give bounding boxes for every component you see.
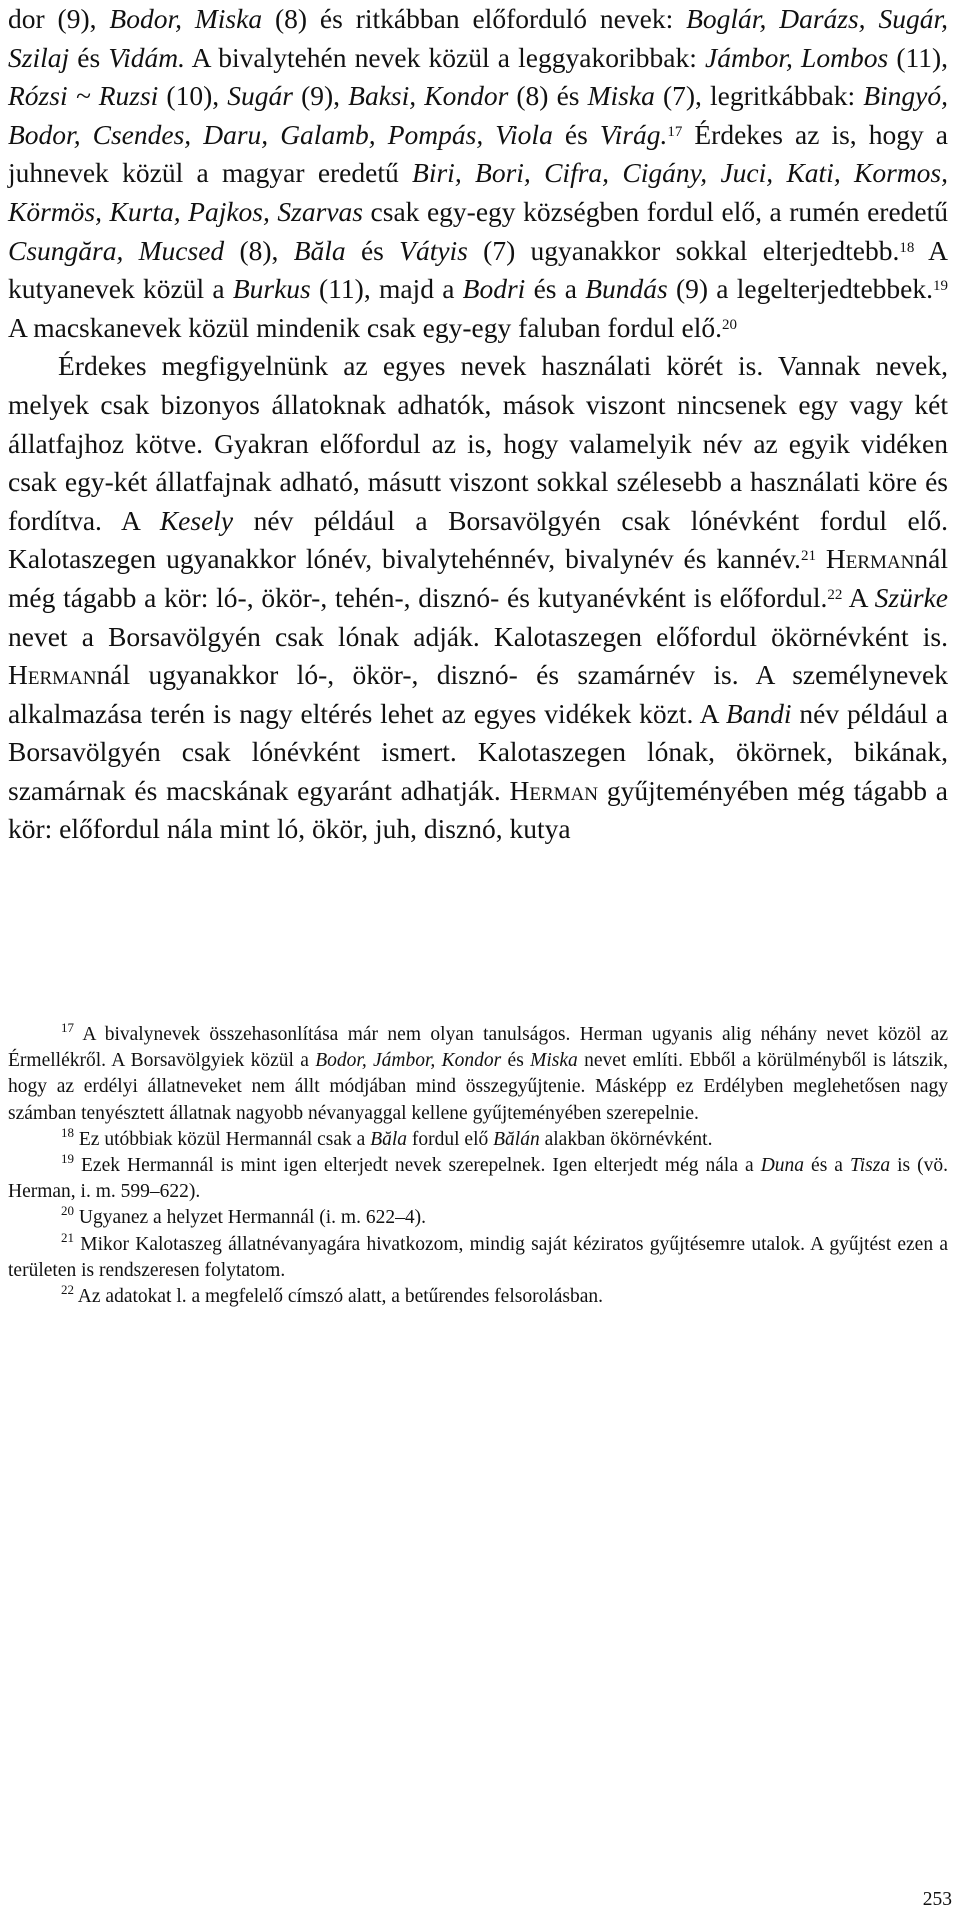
footnote-text: Ez utóbbiak közül Hermannál csak a [74,1128,371,1150]
text-run: nevet a Borsavölgyén csak lónak adják. Kalotaszegen előfordul ökörnévként is. [8,620,948,652]
text-run: Érdekes az is, hogy a juhnevek közül a magyar eredetű [8,118,948,189]
page-number: 253 [922,1889,952,1910]
text-run: Érdekes megfigyelnünk az egyes nevek használati körét is. Vannak nevek, melyek csak bizonyos állatoknak adhatók, mások viszont nincsenek egy vagy két állatfajhoz kötve. Gyakran előfordul az is, hogy valamelyik név az egyik vidéken csak egy-két állatfajnak adható, másutt viszont sokkal szélesebb a használati köre és fordítva. A [8,350,948,536]
italic-name: Duna [760,1155,805,1177]
footnote-21 [8,1229,948,1284]
italic-name: Bundás [585,273,668,305]
footnote-text: Ugyanez a helyzet Hermannál (i. m. 622–4). [74,1207,426,1229]
paragraph-2 [8,347,948,849]
text-run: (8) és ritkábban előforduló nevek: [262,3,687,34]
italic-name: Boglár, Darázs, Sugár, Szilaj [8,3,948,73]
text-run: csak egy-egy községben fordul elő, a rumén eredetű [363,195,948,227]
text-run: és [345,234,400,266]
text-run: és [552,118,600,150]
footnote-18 [8,1127,948,1153]
footnote-ref-18[interactable]: 18 [899,239,915,256]
footnote-number: 21 [61,1229,74,1245]
text-run: (8) és [508,80,588,112]
italic-name: Bălán [493,1128,540,1150]
footnote-text: Mikor Kalotaszeg állatnévanyagára hivatkozom, mindig saját kéziratos gyűjtésemre utalok. A gyűjtést ezen a területen is rendszeresen folytatom. [8,1233,948,1281]
author-name: Herman [509,774,599,806]
footnote-ref-20[interactable]: 20 [722,316,738,333]
footnote-text: A bivalynevek összehasonlítása már nem olyan tanulságos. Herman ugyanis alig néhány nevet közöl az Érmellékről. A Borsavölgyiek közül a [8,1024,948,1072]
author-name: Herman [8,659,97,691]
italic-name: Băla [293,234,346,266]
text-run: (9), [292,80,349,112]
italic-name: Băla [370,1128,408,1150]
footnote-number: 18 [61,1125,74,1141]
text-run: (7), legritkábbak: [654,80,864,112]
footnote-ref-17[interactable]: 17 [667,123,683,140]
text-run: nál még tágabb a kör: ló-, ökör-, tehén-, disznó- és kutyanévként is előfordul. [8,543,949,613]
footnote-ref-21[interactable]: 21 [800,548,816,565]
footnote-20 [8,1205,948,1231]
footnote-17 [8,1022,948,1127]
footnote-text: Az adatokat l. a megfelelő címszó alatt, a betűrendes felsorolásban. [74,1286,604,1308]
footnote-text: fordul elő [407,1128,494,1150]
text-run: (9) a legelterjedtebbek. [667,273,933,305]
footnote-text: és a [804,1155,850,1177]
footnote-text: is (vö. Herman, i. m. 599–622). [8,1155,948,1203]
text-run: dor (9), [8,3,110,34]
footnote-ref-22[interactable]: 22 [827,586,843,603]
footnote-text: Ezek Hermannál is mint igen elterjedt nevek szerepelnek. Igen elterjedt még nála a [74,1155,761,1177]
italic-name: Tisza [849,1155,891,1177]
text-run: A kutyanevek közül a [8,234,948,305]
italic-name: Bandi [725,697,792,729]
paragraph-1 [8,0,948,347]
text-run: gyűjteményében még tágabb a kör: előfordul nála mint ló, ökör, juh, disznó, kutya [8,774,948,845]
text-run: név például a Borsavölgyén csak lónévként ismert. Kalotaszegen lónak, ökörnek, bikának, szamárnak és macskának egyaránt adhatják. [8,697,948,806]
footnote-ref-19[interactable]: 19 [933,277,948,294]
italic-name: Bodor, Jámbor, Kondor [315,1050,502,1072]
italic-name: Burkus [232,273,311,305]
italic-name: Jámbor, Lombos [705,41,889,73]
italic-name: Biri, Bori, Cifra, Cigány, Juci, Kati, Kormos, Körmös, Kurta, Pajkos, Szarvas [8,157,948,227]
text-run: (11), [888,41,948,73]
italic-name: Bodor, Miska [109,3,263,34]
italic-name: Baksi, Kondor [348,80,509,112]
text-run: (10), [158,80,228,112]
italic-name: Sugár [227,80,293,112]
footnote-text: és [501,1050,531,1072]
text-run: nál ugyanakkor ló-, ökör-, disznó- és szamárnév is. A személynevek alkalmazása terén is nagy eltérés lehet az egyes vidékek közt. A [8,659,948,729]
footnote-number: 19 [61,1151,74,1167]
author-name: Herman [825,543,915,575]
footnote-text: nevet említi. Ebből a körülményből is látszik, hogy az erdélyi állatneveket nem állt módjában mind összegyűjtenie. Másképp ez Erdélyben meglehetősen nagy számban tenyésztett állatnak nagyobb névanyaggal kellene gyűjteményében szerepelnie. [8,1050,948,1124]
text-run: A bivalytehén nevek közül a leggyakoribbak: [185,41,706,73]
italic-name: Vidám. [108,41,186,73]
italic-name: Bodri [462,273,526,305]
text-run: (7) ugyanakkor sokkal elterjedtebb. [467,234,900,266]
italic-name: Csungăra, Mucsed [8,234,225,266]
main-text [8,0,948,849]
footnote-number: 17 [61,1020,74,1036]
footnote-19 [8,1153,948,1205]
italic-name: Miska [587,80,655,112]
text-run: (11), majd a [310,273,463,305]
text-run: A macskanevek közül mindenik csak egy-egy faluban fordul elő. [8,311,723,343]
italic-name: Virág. [599,118,668,150]
footnote-text: alakban ökörnévként. [539,1128,713,1150]
italic-name: Bingyó, Bodor, Csendes, Daru, Galamb, Pompás, Viola [8,80,949,150]
italic-name: Szürke [874,581,948,613]
text-run: (8), [224,234,294,266]
text-run: név például a Borsavölgyén csak lónévként fordul elő. Kalotaszegen ugyanakkor lónév, bivalytehénnév, bivalynév és kannév. [8,504,948,575]
footnotes [8,1022,948,1310]
italic-name: Rózsi ~ Ruzsi [8,80,159,112]
footnote-22 [8,1284,948,1310]
footnote-number: 20 [61,1203,74,1219]
italic-name: Miska [530,1050,578,1072]
italic-name: Kesely [159,504,234,536]
text-run: és [69,41,109,73]
text-run: A [842,581,875,613]
text-run: és a [525,273,586,305]
footnote-number: 22 [61,1282,74,1298]
italic-name: Vátyis [399,234,468,266]
